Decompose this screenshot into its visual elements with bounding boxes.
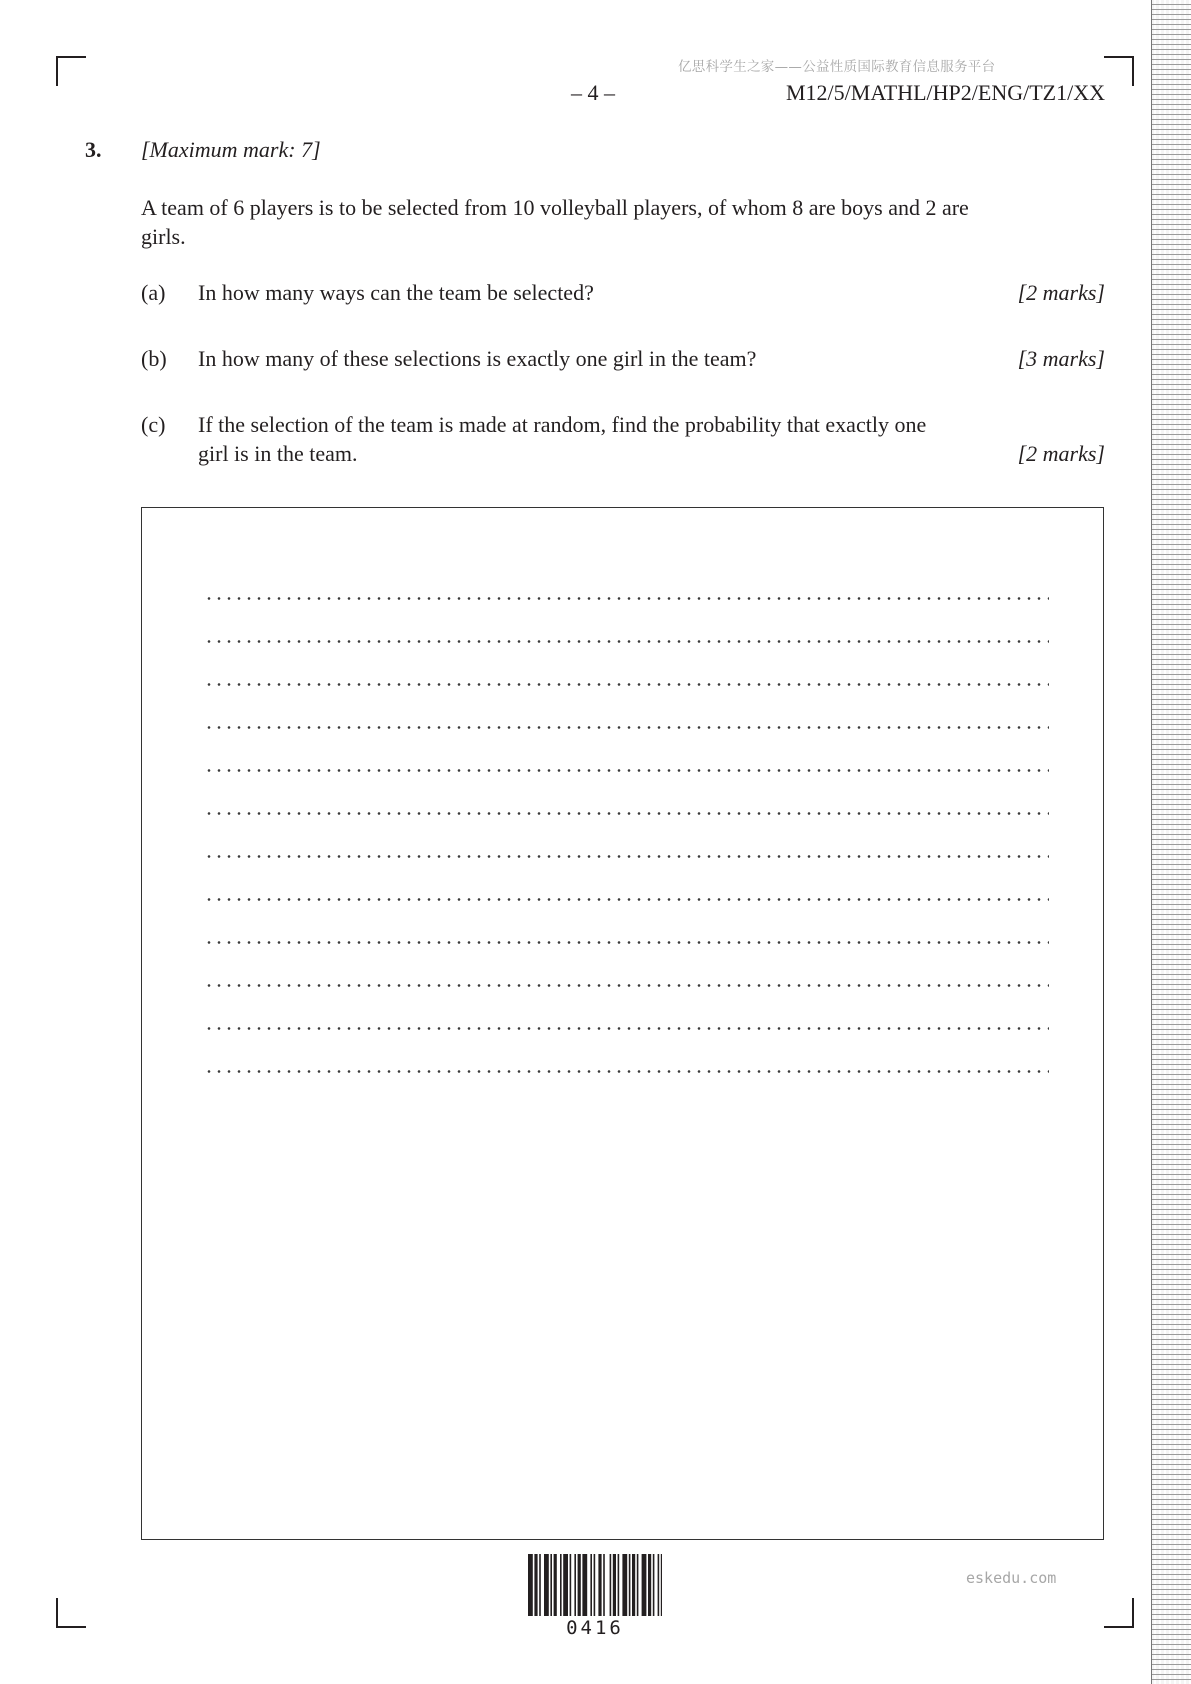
barcode-bar bbox=[632, 1554, 635, 1616]
barcode-bar bbox=[560, 1554, 562, 1616]
maximum-mark: [Maximum mark: 7] bbox=[141, 137, 321, 162]
dotted-line bbox=[204, 948, 1049, 991]
barcode-bar bbox=[594, 1554, 596, 1616]
dotted-line bbox=[204, 561, 1049, 604]
part-marks: [2 marks] bbox=[1017, 441, 1105, 466]
barcode-bar bbox=[528, 1554, 533, 1616]
dotted-line bbox=[204, 733, 1049, 776]
barcode-bar bbox=[582, 1554, 587, 1616]
barcode-bar bbox=[570, 1554, 572, 1616]
part-marks: [3 marks] bbox=[1017, 346, 1105, 371]
crop-mark-top-right bbox=[1132, 56, 1134, 86]
part-label: (c) bbox=[141, 412, 166, 437]
dotted-line bbox=[204, 604, 1049, 647]
dotted-answer-lines bbox=[204, 561, 1049, 1077]
part-marks: [2 marks] bbox=[1017, 280, 1105, 305]
question-number: 3. bbox=[85, 137, 102, 162]
dotted-line bbox=[204, 991, 1049, 1034]
barcode-bar bbox=[603, 1554, 605, 1616]
page-number: – 4 – bbox=[571, 80, 615, 105]
binding-strip bbox=[1151, 0, 1191, 1684]
barcode-bar bbox=[534, 1554, 537, 1616]
dotted-line bbox=[204, 1034, 1049, 1077]
answer-box[interactable] bbox=[141, 507, 1104, 1540]
dotted-line bbox=[204, 647, 1049, 690]
question-intro: A team of 6 players is to be selected from 10 volleyball players, of whom 8 are boys and 2 are girls. bbox=[141, 195, 969, 249]
barcode-bar bbox=[637, 1554, 639, 1616]
header-watermark: 亿思科学生之家——公益性质国际教育信息服务平台 bbox=[678, 59, 996, 75]
barcode-bar bbox=[563, 1554, 568, 1616]
dotted-line bbox=[204, 862, 1049, 905]
barcode-bar bbox=[539, 1554, 541, 1616]
crop-mark-bottom-right bbox=[1132, 1598, 1134, 1628]
exam-code: M12/5/MATHL/HP2/ENG/TZ1/XX bbox=[786, 80, 1105, 105]
part-label: (b) bbox=[141, 346, 167, 371]
barcode-bar bbox=[578, 1554, 581, 1616]
barcode bbox=[528, 1554, 662, 1616]
part-label: (a) bbox=[141, 280, 166, 305]
barcode-bar bbox=[574, 1554, 576, 1616]
part-text: If the selection of the team is made at random, find the probability that exactly one girl is in the team. bbox=[198, 412, 927, 466]
part-text: In how many of these selections is exactly one girl in the team? bbox=[198, 346, 757, 371]
dotted-line bbox=[204, 819, 1049, 862]
crop-mark-bottom-left bbox=[56, 1626, 86, 1628]
barcode-bar bbox=[598, 1554, 601, 1616]
crop-mark-top-left bbox=[56, 56, 58, 86]
dotted-line bbox=[204, 776, 1049, 819]
barcode-bar bbox=[554, 1554, 557, 1616]
barcode-bar bbox=[610, 1554, 612, 1616]
crop-mark-top-left bbox=[56, 56, 86, 58]
part-text: In how many ways can the team be selected? bbox=[198, 280, 594, 305]
dotted-line bbox=[204, 690, 1049, 733]
barcode-bar bbox=[653, 1554, 655, 1616]
barcode-bar bbox=[550, 1554, 552, 1616]
dotted-line bbox=[204, 905, 1049, 948]
barcode-bar bbox=[622, 1554, 627, 1616]
footer-watermark: eskedu.com bbox=[966, 1569, 1057, 1587]
crop-mark-top-right bbox=[1104, 56, 1134, 58]
barcode-bar bbox=[613, 1554, 616, 1616]
barcode-bar bbox=[658, 1554, 660, 1616]
barcode-bar bbox=[544, 1554, 549, 1616]
barcode-bar bbox=[618, 1554, 620, 1616]
barcode-bar bbox=[661, 1554, 662, 1616]
crop-mark-bottom-right bbox=[1104, 1626, 1134, 1628]
barcode-bar bbox=[642, 1554, 647, 1616]
crop-mark-bottom-left bbox=[56, 1598, 58, 1628]
barcode-number: 0416 bbox=[566, 1617, 624, 1639]
barcode-bar bbox=[648, 1554, 651, 1616]
barcode-bar bbox=[629, 1554, 631, 1616]
barcode-bar bbox=[590, 1554, 592, 1616]
